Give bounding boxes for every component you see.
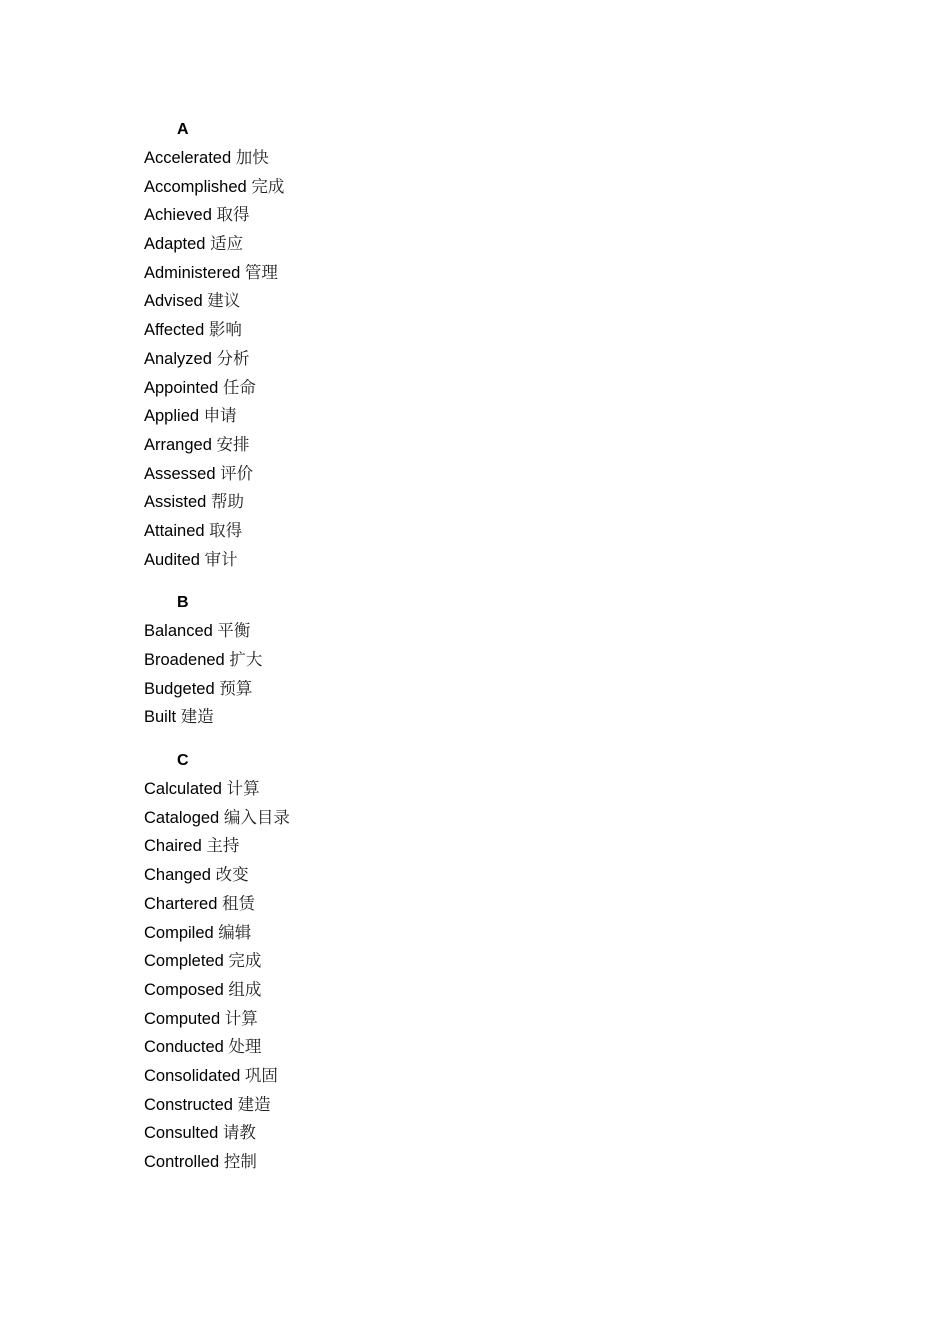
english-word: Advised: [144, 292, 203, 311]
english-word: Built: [144, 708, 177, 727]
list-item: [144, 1148, 844, 1177]
english-word: Controlled: [144, 1153, 220, 1171]
english-word: Conducted: [144, 1038, 224, 1057]
list-item: [144, 919, 844, 948]
chinese-translation: 扩大: [229, 650, 263, 669]
english-word: Attained: [144, 521, 205, 540]
chinese-translation: 租赁: [221, 893, 255, 913]
list-item: [144, 890, 844, 919]
chinese-translation: 帮助: [210, 492, 244, 512]
chinese-translation: 加快: [235, 148, 269, 167]
list-item: [144, 1062, 844, 1091]
chinese-translation: 处理: [228, 1037, 262, 1057]
chinese-translation: 评价: [220, 463, 254, 483]
english-word: Consulted: [144, 1124, 219, 1143]
english-word: Computed: [144, 1009, 221, 1028]
chinese-translation: 预算: [219, 678, 253, 698]
list-item: [144, 1033, 844, 1062]
english-word: Assisted: [144, 493, 207, 512]
english-word: Balanced: [144, 622, 213, 641]
list-item: [144, 402, 844, 431]
list-item: [144, 703, 844, 732]
chinese-translation: 管理: [244, 262, 278, 282]
chinese-translation: 分析: [216, 348, 250, 368]
list-item: [144, 1005, 844, 1034]
english-word: Audited: [144, 550, 200, 569]
section-c: [144, 746, 844, 1177]
chinese-translation: 改变: [215, 865, 249, 885]
chinese-translation: 取得: [209, 520, 243, 540]
list-item: [144, 1091, 844, 1120]
list-item: [144, 646, 844, 675]
section-heading: C: [177, 752, 189, 770]
chinese-translation: 组成: [228, 979, 262, 999]
chinese-translation: 完成: [251, 176, 285, 196]
english-word: Arranged: [144, 435, 212, 454]
chinese-translation: 巩固: [244, 1065, 278, 1085]
list-item: [144, 287, 844, 316]
chinese-translation: 建议: [207, 291, 241, 311]
list-item: [144, 546, 844, 575]
list-item: [144, 431, 844, 460]
chinese-translation: 编辑: [218, 922, 252, 942]
chinese-translation: 审计: [204, 549, 238, 569]
section-heading: B: [177, 594, 189, 612]
list-item: [144, 617, 844, 646]
english-word: Chartered: [144, 894, 218, 913]
list-item: [144, 675, 844, 704]
list-item: [144, 144, 844, 173]
chinese-translation: 取得: [216, 205, 250, 225]
english-word: Accomplished: [144, 177, 247, 196]
chinese-translation: 建造: [237, 1094, 271, 1114]
chinese-translation: 平衡: [217, 621, 251, 641]
list-item: [144, 374, 844, 403]
section-heading: A: [177, 121, 189, 138]
english-word: Cataloged: [144, 808, 220, 827]
english-word: Calculated: [144, 780, 222, 799]
english-word: Adapted: [144, 235, 206, 254]
list-item: [144, 517, 844, 546]
section-b: [144, 588, 844, 732]
english-word: Assessed: [144, 464, 216, 483]
english-word: Composed: [144, 980, 224, 999]
word-list: [144, 115, 844, 1191]
chinese-translation: 申请: [203, 406, 237, 426]
english-word: Affected: [144, 321, 205, 340]
list-item: [144, 173, 844, 202]
chinese-translation: 计算: [224, 1008, 258, 1028]
list-item: [144, 316, 844, 345]
chinese-translation: 建造: [180, 707, 214, 727]
list-item: [144, 345, 844, 374]
english-word: Appointed: [144, 378, 219, 397]
english-word: Analyzed: [144, 349, 212, 368]
chinese-translation: 计算: [226, 779, 260, 799]
english-word: Completed: [144, 952, 224, 971]
chinese-translation: 影响: [208, 320, 242, 340]
chinese-translation: 请教: [222, 1123, 256, 1143]
english-word: Budgeted: [144, 679, 215, 698]
english-word: Compiled: [144, 923, 214, 942]
chinese-translation: 安排: [216, 434, 250, 454]
chinese-translation: 控制: [223, 1152, 257, 1171]
english-word: Chaired: [144, 837, 202, 856]
english-word: Constructed: [144, 1095, 233, 1114]
english-word: Achieved: [144, 206, 212, 225]
english-word: Accelerated: [144, 149, 232, 167]
list-item: [144, 976, 844, 1005]
list-item: [144, 947, 844, 976]
english-word: Changed: [144, 866, 211, 885]
chinese-translation: 适应: [210, 234, 244, 254]
list-item: [144, 230, 844, 259]
section-a: [144, 115, 844, 574]
list-item: [144, 259, 844, 288]
chinese-translation: 编入目录: [223, 807, 290, 827]
list-item: [144, 201, 844, 230]
english-word: Broadened: [144, 651, 225, 669]
list-item: [144, 832, 844, 861]
chinese-translation: 完成: [228, 951, 262, 971]
list-item: [144, 861, 844, 890]
chinese-translation: 任命: [222, 377, 256, 397]
list-item: [144, 488, 844, 517]
english-word: Applied: [144, 407, 200, 426]
english-word: Administered: [144, 263, 241, 282]
list-item: [144, 1119, 844, 1148]
list-item: [144, 460, 844, 489]
list-item: [144, 804, 844, 833]
list-item: [144, 775, 844, 804]
chinese-translation: 主持: [206, 836, 240, 856]
english-word: Consolidated: [144, 1066, 241, 1085]
